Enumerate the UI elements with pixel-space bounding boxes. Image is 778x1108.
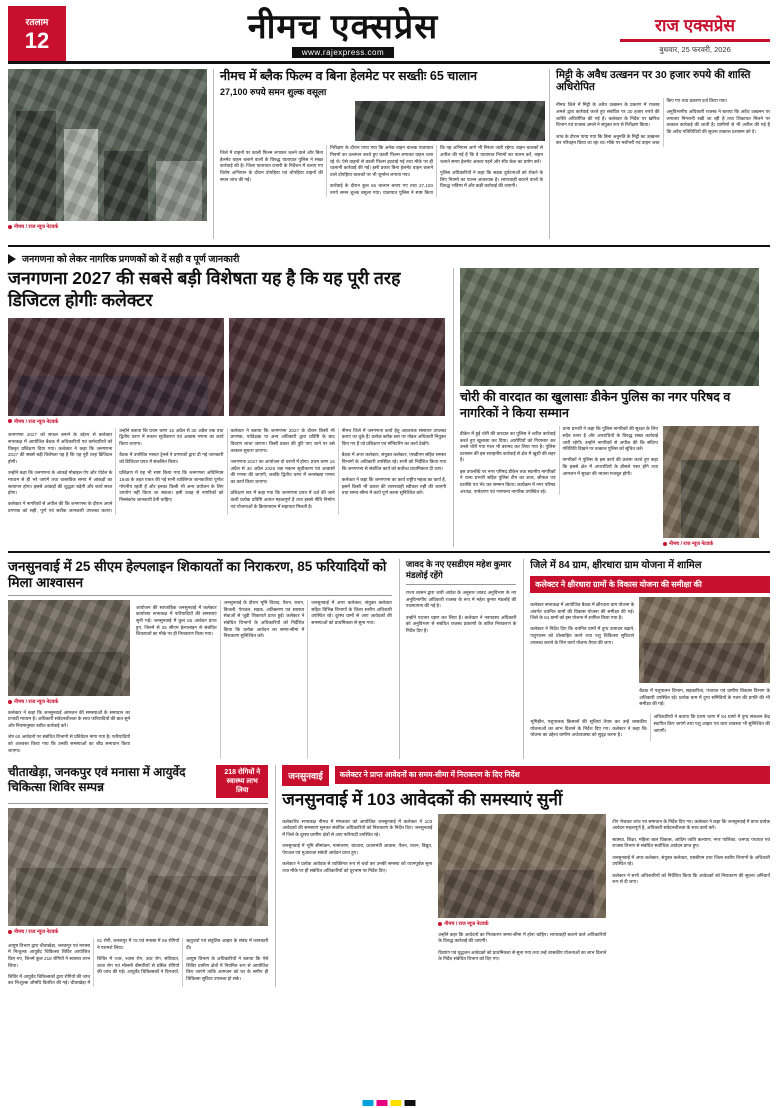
paragraph: निरीक्षण के दौरान पाया गया कि अनेक वाहन चालक यातायात नियमों का उल्लंघन करते हुए काली फिल्म लगाकर वाहन चला रहे थे। ऐसे वाहनों से काली फिल्म हटवाई गई तथा मौके पर ही चालानी कार्रवाई की गई। इसी प्रकार बिना हेलमेट वाहन चलाने वाले दोपहिया चालकों पर भी जुर्माना लगाया गया।	[330, 145, 434, 177]
story-kicker: कलेक्टर ने प्राप्त आवेदनों का समय-सीमा में निराकरण के दिए निर्देश	[335, 766, 770, 784]
status-badge: 218 रोगियों ने स्वास्थ्य लाभ लिया	[216, 765, 268, 798]
banner-text: जनगणना को लेकर नागरिक प्रगणकों को दें सही व पूर्ण जानकारी	[22, 254, 240, 265]
paragraph: जनसुनवाई में अपर कलेक्टर, संयुक्त कलेक्टर, एसडीएम तथा जिला स्तरीय विभागों के अधिकारी उपस्थित रहे।	[612, 854, 770, 867]
paragraph: इस उपलब्धि पर नगर परिषद डीकेन तथा स्थानीय नागरिकों ने थाना प्रभारी सहित पुलिस टीम का शाल, श्रीफल एवं प्रशस्ति पत्र भेंट कर सम्मान किया। कार्यक्रम में नगर परिषद अध्यक्ष, पार्षदगण एवं गणमान्य नागरिक उपस्थित रहे।	[460, 468, 556, 494]
edition-badge	[8, 6, 66, 61]
story-headline: जिले में 84 ग्राम, क्षीरधारा ग्राम योजना में शामिल	[530, 560, 702, 572]
census-story	[8, 268, 446, 547]
paragraph: कलेक्टर ने कहा कि जनगणना का कार्य राष्ट्रीय महत्व का कार्य है, इसमें किसी भी प्रकार की लापरवाही स्वीकार नहीं की जाएगी तथा समय-सीमा में कार्य पूर्ण करना सुनिश्चित करें।	[341, 476, 446, 496]
triangle-icon	[8, 254, 16, 264]
section-bottom	[8, 765, 770, 987]
photo-police-officer	[663, 426, 759, 538]
paragraph: उन्होंने पदभार ग्रहण कर लिया है। कलेक्टर ने नवपदस्थ अधिकारी को अनुविभाग से संबंधित राजस्व प्रकरणों के त्वरित निराकरण के निर्देश दिए हैं।	[405, 614, 517, 633]
paragraph: कलेक्टर ने सभी अधिकारियों को निर्देशित किया कि आवेदकों को निराकरण की सूचना अनिवार्य रूप से दी जाए।	[612, 872, 770, 885]
paragraph: बैठक में पशुपालन विभाग, सहकारिता, पंचायत एवं ग्रामीण विकास विभाग के अधिकारी उपस्थित रहे। प्रत्येक ग्राम में दुग्ध समितियों के गठन की प्रगति की भी समीक्षा की गई।	[639, 687, 770, 707]
photo-caption: नीमच / राज न्यूज नेटवर्क	[438, 921, 606, 927]
photo-ayurveda-camp	[8, 808, 268, 926]
brand-name: राज एक्सप्रेस	[655, 15, 735, 35]
paragraph: अधिकारियों ने बताया कि प्रथम चरण में 84 ग्रामों में दुग्ध संकलन केंद्र स्थापित किए जाएंगे तथा पशु आहार एवं चारा व्यवस्था भी सुनिश्चित की जाएगी।	[653, 714, 770, 733]
story-body	[530, 597, 634, 712]
story-body	[136, 600, 392, 759]
story-body	[282, 814, 432, 967]
paragraph: शिविर में आयुर्वेद चिकित्सकों द्वारा रोगियों की जांच कर निःशुल्क औषधि वितरित की गई। चीताखेड़ा में 81 रोगी, जनकपुर में 78 एवं मनासा में 59 रोगियों ने परामर्श लिया।	[8, 938, 180, 986]
lead-story-traffic	[213, 69, 543, 239]
paragraph: जनगणना 2027 को सफल बनाने के उद्देश्य से कलेक्टर सभाकक्ष में आयोजित बैठक में अधिकारियों एवं कर्मचारियों को विस्तृत प्रशिक्षण दिया गया। कलेक्टर ने कहा कि जनगणना 2027 की सबसे बड़ी विशेषता यह है कि यह पूरी तरह डिजिटल होगी।	[8, 432, 113, 464]
paragraph: टीप भेजकर जांच एवं समाधान के निर्देश दिए गए। कलेक्टर ने कहा कि जनसुनवाई में प्राप्त प्रत्येक आवेदन महत्वपूर्ण है, अधिकारी संवेदनशीलता के साथ कार्य करें।	[612, 818, 770, 831]
section-census-body	[8, 268, 770, 547]
janasunwai-103-story	[275, 765, 770, 987]
paragraph: बैठक में अपर कलेक्टर, संयुक्त कलेक्टर, एसडीएम सहित समस्त विभागों के अधिकारी उपस्थित रहे। सभी को निर्देशित किया गया कि जनगणना से संबंधित कार्य को सर्वोच्च प्राथमिकता दी जाए।	[341, 452, 446, 471]
story-body	[639, 688, 770, 708]
kshirdhara-story	[523, 559, 770, 759]
story-headline: चोरी की वारदात का खुलासाः डीकेन पुलिस का नगर परिषद व नागरिकों ने किया सम्मान	[460, 390, 731, 420]
story-body-continued	[530, 714, 770, 741]
cmyk-registration-bar	[363, 1100, 416, 1106]
photo-census-meeting	[8, 318, 224, 416]
paragraph: प्रशिक्षण में यह भी स्पष्ट किया गया कि जनगणना अधिनियम 1948 के तहत एकत्र की गई सभी व्यक्तिगत जानकारियां पूर्णतः गोपनीय रहती हैं और इनका किसी भी अन्य प्रयोजन के लिए उपयोग नहीं किया जा सकता। इसी वजह से नागरिकों को निस्संकोच जानकारी देनी चाहिए।	[119, 470, 224, 502]
paragraph: शेष 60 आवेदनों पर संबंधित विभागों से प्रतिवेदन मांगा गया है। फरियादियों को आश्वस्त किया गया कि उनकी समस्याओं का शीघ्र समाधान किया जाएगा।	[8, 734, 130, 753]
paragraph: जांच के दौरान पाया गया कि बिना अनुमति के मिट्टी का उत्खनन कर परिवहन किया जा रहा था। मौके पर मशीनरी एवं वाहन जब्त किए गए तथा प्रकरण दर्ज किया गया।	[556, 97, 728, 146]
divider	[406, 584, 516, 585]
paragraph: नागरिकों ने पुलिस के इस कार्य की प्रशंसा करते हुए कहा कि इससे क्षेत्र में अपराधियों के हौसले पस्त होंगे तथा आमजन में सुरक्षा की भावना मजबूत होगी।	[562, 457, 658, 476]
paragraph: थाना प्रभारी ने कहा कि पुलिस नागरिकों की सुरक्षा के लिए सदैव तत्पर है और अपराधियों के विरुद्ध सख्त कार्रवाई जारी रहेगी। उन्होंने नागरिकों से अपील की कि संदिग्ध गतिविधि दिखने पर तत्काल पुलिस को सूचित करें।	[562, 426, 658, 452]
section-top	[8, 69, 770, 239]
story-redline-row	[282, 765, 770, 786]
story-subhead: 27,100 रुपये समन शुल्क वसूला	[220, 86, 327, 97]
paragraph: स्वास्थ्य, शिक्षा, महिला बाल विकास, आदिम जाति कल्याण, नगर पालिका, जनपद पंचायत एवं राजस्व विभाग से संबंधित सर्वाधिक आवेदन प्राप्त हुए।	[612, 836, 770, 849]
paragraph: भूमिहीन, पशुपालक किसानों की सूचियां तैयार कर उन्हें शासकीय योजनाओं का लाभ दिलाने के निर्देश दिए गए। कलेक्टर ने कहा कि योजना का उद्देश्य ग्रामीण अर्थव्यवस्था को सुदृढ़ करना है।	[530, 719, 647, 738]
paragraph: जनसुनवाई के दौरान भूमि विवाद, पेंशन, राशन, बिजली, पेयजल, सड़क, अतिक्रमण एवं स्वास्थ्य सेवाओं से जुड़ी शिकायतें प्राप्त हुईं। कलेक्टर ने संबंधित विभागों के अधिकारियों को निर्देशित किया कि प्रत्येक आवेदन का समय-सीमा में निराकरण सुनिश्चित करें।	[223, 600, 305, 639]
photo-census-auditorium	[229, 318, 445, 416]
paragraph: उन्होंने कहा कि जनगणना के आंकड़े मोबाइल ऐप और पोर्टल के माध्यम से ही भरे जाएंगे तथा वास्तविक समय में आंकड़ों का सत्यापन होगा। इससे आंकड़ों की शुद्धता बढ़ेगी और कार्य सरल होगा।	[8, 470, 113, 496]
section-census	[8, 245, 770, 553]
publication-date: बुधवार, 25 फरवरी, 2026	[659, 44, 731, 54]
photo-police-felicitation	[460, 268, 759, 386]
story-headline: जावद के नए एसडीएम महेश कुमार मंडलोई रहेंगे	[405, 559, 512, 581]
top-photo-column	[8, 69, 207, 239]
paragraph: नीमच जिले में मिट्टी के अवैध उत्खनन के प्रकरण में राजस्व अमले द्वारा कार्रवाई करते हुए संबंधित पर 30 हजार रुपये की शास्ति अधिरोपित की गई है। कलेक्टर के निर्देश पर खनिज विभाग एवं राजस्व अमले ने संयुक्त रूप से निरीक्षण किया।	[556, 102, 660, 128]
brand-rule	[620, 39, 770, 42]
paragraph: अनुविभागीय अधिकारी राजस्व ने बताया कि अवैध उत्खनन पर लगातार निगरानी रखी जा रही है तथा शिकायत मिलने पर तत्काल कार्रवाई की जाती है। ग्रामीणों से भी अपील की गई है कि अवैध गतिविधियों की सूचना तत्काल प्रशासन को दें।	[666, 109, 770, 134]
masthead	[8, 6, 770, 64]
paragraph: नीमच जिले में जनगणना कार्य हेतु आवश्यक संसाधन उपलब्ध कराए जा चुके हैं। प्रत्येक ब्लॉक स्तर पर नोडल अधिकारी नियुक्त किए गए हैं जो प्रशिक्षण एवं मॉनिटरिंग का कार्य देखेंगे।	[341, 427, 446, 447]
paragraph: आयोजन की साप्ताहिक जनसुनवाई में कलेक्टर कार्यालय सभाकक्ष में फरियादियों की समस्याएं सुनी गईं। जनसुनवाई में कुल 85 आवेदन प्राप्त हुए, जिनमें से 25 सीएम हेल्पलाइन से संबंधित शिकायतों का मौके पर ही निराकरण किया गया।	[136, 604, 217, 637]
photo-review-meeting	[639, 597, 770, 683]
photo-caption: नीमच / राज न्यूज नेटवर्क	[8, 224, 207, 230]
edition-label: रतलाम	[25, 17, 49, 27]
photo-caption: नीमच / राज न्यूज नेटवर्क	[8, 699, 130, 705]
story-body	[438, 932, 606, 963]
section-banner	[8, 251, 770, 268]
theft-solved-story	[453, 268, 759, 547]
story-body	[8, 938, 268, 987]
paragraph: पुलिस अधिकारियों ने कहा कि सड़क दुर्घटनाओं को रोकने के लिए नियमों का पालन आवश्यक है। लापरवाही बरतने वालों के विरुद्ध भविष्य में और कड़ी कार्रवाई की जाएगी।	[440, 169, 544, 189]
story-body	[8, 710, 130, 755]
divider	[8, 595, 392, 596]
paragraph: राज्य शासन द्वारा जारी आदेश के अनुसार जावद अनुविभाग के नए अनुविभागीय अधिकारी राजस्व के रूप में महेश कुमार मंडलोई की पदस्थापना की गई है।	[405, 589, 517, 609]
paragraph: प्रशिक्षण सत्र में कहा गया कि जनगणना प्रपत्र में दर्ज की जाने वाली प्रत्येक प्रविष्टि अत्यंत महत्वपूर्ण है तथा इससे नीति निर्माण एवं योजनाओं के क्रियान्वयन में सहायता मिलती है।	[230, 490, 335, 509]
paragraph: उन्होंने कहा कि आवेदनों का निराकरण समय-सीमा में होना चाहिए। लापरवाही बरतने वाले अधिकारियों के विरुद्ध कार्रवाई की जाएगी।	[438, 931, 607, 944]
paragraph: दिव्यांग एवं वृद्धजन आवेदकों को प्राथमिकता से सुना गया तथा उन्हें शासकीय योजनाओं का लाभ दिलाने के निर्देश संबंधित विभाग को दिए गए।	[438, 949, 607, 962]
paragraph: कलेक्टोरेट सभाकक्ष नीमच में मंगलवार को आयोजित जनसुनवाई में कलेक्टर ने 103 आवेदकों की समस्याएं सुनकर संबंधित अधिकारियों को निराकरण के निर्देश दिए। जनसुनवाई में जिले के दूरस्थ ग्रामीण क्षेत्रों से आए फरियादी उपस्थित रहे।	[282, 818, 433, 838]
ayurveda-camp-story	[8, 765, 268, 987]
story-headline: जनगणना 2027 की सबसे बड़ी विशेषता यह है कि यह पूरी तरह डिजिटल होगीः कलेक्टर	[8, 268, 401, 310]
paragraph: जनगणना 2027 का आयोजन दो चरणों में होगा। प्रथम चरण 16 अप्रैल से 30 अप्रैल 2026 तक मकान सूचीकरण एवं आवासों की गणना की जाएगी, जबकि द्वितीय चरण में जनसंख्या गणना का कार्य किया जाएगा।	[230, 458, 335, 484]
photo-caption: नीमच / राज न्यूज नेटवर्क	[8, 929, 268, 935]
edition-number: 12	[24, 28, 50, 53]
story-body	[8, 428, 446, 515]
story-body	[612, 814, 770, 967]
janasunwai-story	[8, 559, 392, 759]
photo-caption: नीमच / राज न्यूज नेटवर्क	[663, 541, 759, 547]
divider	[8, 803, 268, 804]
paragraph: आयुष विभाग के अधिकारियों ने बताया कि ऐसे शिविर ग्रामीण क्षेत्रों में नियमित रूप से आयोजित किए जाएंगे ताकि आमजन को घर के समीप ही चिकित्सा सुविधा उपलब्ध हो सके।	[186, 955, 269, 981]
paper-title: नीमच एक्सप्रेस	[247, 7, 439, 46]
story-headline: जनसुनवाई में 25 सीएम हेल्पलाइन शिकायतों का निराकरण, 85 फरियादियों को मिला आश्वासन	[8, 559, 387, 591]
story-headline: मिट्टी के अवैध उत्खनन पर 30 हजार रुपये की शास्ति अधिरोपित	[556, 69, 751, 94]
story-headline: चीताखेड़ा, जनकपुर एवं मनासा में आयुर्वेद चिकित्सा शिविर सम्पन्न	[8, 764, 186, 795]
paragraph: कलेक्टर ने नागरिकों से अपील की कि जनगणना के दौरान अपने प्रगणक को सही, पूर्ण एवं सटीक जानकारी उपलब्ध कराएं। उन्होंने बताया कि प्रथम चरण 16 अप्रैल से 30 अप्रैल तक तथा द्वितीय चरण में मकान सूचीकरण एवं आवास गणना का कार्य किया जाएगा।	[8, 427, 224, 514]
story-headline: जनसुनवाई में 103 आवेदकों की समस्याएं सुनीं	[282, 789, 563, 809]
section-hearing-kshirdhara	[8, 559, 770, 759]
photo-vehicle-check	[355, 101, 545, 141]
photo-traffic-enforcement	[8, 69, 207, 221]
story-subbar: कलेक्टर ने क्षीरधारा ग्रामों के विकास योजना की समीक्षा की	[530, 576, 770, 593]
title-block	[66, 6, 620, 61]
section-tag: जनसुनवाई	[282, 765, 329, 786]
website-url[interactable]: www.rajexpress.com	[292, 47, 394, 58]
story-illegal-mining	[549, 69, 770, 239]
story-body	[460, 426, 658, 495]
photo-caption: नीमच / राज न्यूज नेटवर्क	[8, 419, 446, 425]
story-headline: नीमच में ब्लैक फिल्म व बिना हेलमेट पर सख्तीः 65 चालान	[220, 69, 478, 83]
paragraph: बैठक में उपस्थित मास्टर ट्रेनर्स ने प्रगणकों द्वारा दी गई जानकारी को डिजिटल प्रपत्र में संकलित किया।	[119, 452, 224, 464]
story-body	[556, 98, 770, 147]
paragraph: कलेक्टर ने निर्देश दिए कि चयनित ग्रामों में दुग्ध उत्पादन बढ़ाने, पशुपालन को प्रोत्साहित करने तथा पशु चिकित्सा सुविधाएं उपलब्ध कराने के लिए कार्य योजना तैयार की जाए।	[530, 626, 635, 645]
story-body	[220, 145, 543, 196]
paragraph: कलेक्टर ने प्रत्येक आवेदक से व्यक्तिगत रूप से चर्चा कर उनकी समस्या को ध्यानपूर्वक सुना तथा मौके पर ही संबंधित अधिकारियों को दूरभाष पर निर्देश दिए।	[282, 861, 433, 873]
photo-collector-hearing	[438, 814, 606, 918]
paragraph: जनसुनवाई में अपर कलेक्टर, संयुक्त कलेक्टर सहित विभिन्न विभागों के जिला स्तरीय अधिकारी उपस्थित रहे। दूरस्थ ग्रामों से आए आवेदकों की समस्याओं को प्राथमिकता से सुना गया।	[311, 600, 392, 626]
paragraph: जिले में वाहनों पर काली फिल्म लगाकर चलने वाले और बिना हेलमेट वाहन चलाने वालों के विरुद्ध यातायात पुलिस ने सख्त कार्रवाई की है। जिला यातायात प्रभारी के निर्देशन में चलाए गए विशेष अभियान के दौरान दोपहिया एवं चौपहिया वाहनों की सघन जांच की गई।	[220, 149, 324, 182]
story-body	[406, 590, 516, 635]
paragraph: आयुष विभाग द्वारा चीताखेड़ा, जनकपुर एवं मनासा में निःशुल्क आयुर्वेद चिकित्सा शिविर आयोजित किए गए, जिनमें कुल 218 रोगियों ने स्वास्थ्य लाभ लिया।	[8, 942, 91, 968]
paragraph: कलेक्टर सभाकक्ष में आयोजित बैठक में क्षीरधारा ग्राम योजना के अंतर्गत चयनित ग्रामों की विकास योजना की समीक्षा की गई। जिले के 84 ग्रामों को इस योजना में शामिल किया गया है।	[530, 601, 635, 621]
paragraph: डीकेन में हुई चोरी की वारदात का पुलिस ने त्वरित कार्रवाई करते हुए खुलासा कर दिया। आरोपियों को गिरफ्तार कर उनसे चोरी गया माल भी बरामद कर लिया गया है। पुलिस प्रशासन की इस सराहनीय कार्रवाई से क्षेत्र में खुशी की लहर है।	[460, 430, 556, 463]
paragraph: कलेक्टर ने बताया कि जनगणना 2027 के दौरान किसी भी प्रगणक, पर्यवेक्षक या अन्य अधिकारी द्वारा प्रविष्टि के बाद विवरण जांचा जाएगा। किसी प्रकार की त्रुटि पाए जाने पर उसे तत्काल सुधारा जाएगा।	[230, 427, 335, 453]
photo-hearing-room	[8, 600, 130, 696]
paragraph: जनसुनवाई में भूमि सीमांकन, नामांतरण, बंटवारा, प्रधानमंत्री आवास, पेंशन, राशन, विद्युत, पेयजल एवं मुआवजा संबंधी आवेदन प्राप्त हुए।	[282, 843, 433, 856]
sdm-appointment-story	[399, 559, 516, 759]
brand-block	[620, 6, 770, 61]
paragraph: शिविर में ज्वर, श्वास रोग, उदर रोग, संधिवात, त्वचा रोग एवं मौसमी बीमारियों से ग्रसित रोगियों की जांच की गई। आयुर्वेद चिकित्सकों ने दिनचर्या, ऋतुचर्या एवं संतुलित आहार के संबंध में जानकारी दी।	[97, 938, 269, 975]
paragraph: कार्रवाई के दौरान कुल 65 चालान बनाए गए तथा 27,100 रुपये समन शुल्क वसूला गया। यातायात पुलिस ने स्पष्ट किया कि यह अभियान आगे भी निरंतर जारी रहेगा। वाहन चालकों से अपील की गई है कि वे यातायात नियमों का पालन करें, वाहन चलाते समय हेलमेट अवश्य पहनें और सीट बेल्ट का प्रयोग करें।	[330, 145, 544, 195]
paragraph: कलेक्टर ने कहा कि जनसुनवाई आमजन की समस्याओं के समाधान का प्रभावी माध्यम है। अधिकारी संवेदनशीलता के साथ फरियादियों की बात सुनें और नियमानुसार त्वरित कार्रवाई करें।	[8, 709, 130, 728]
